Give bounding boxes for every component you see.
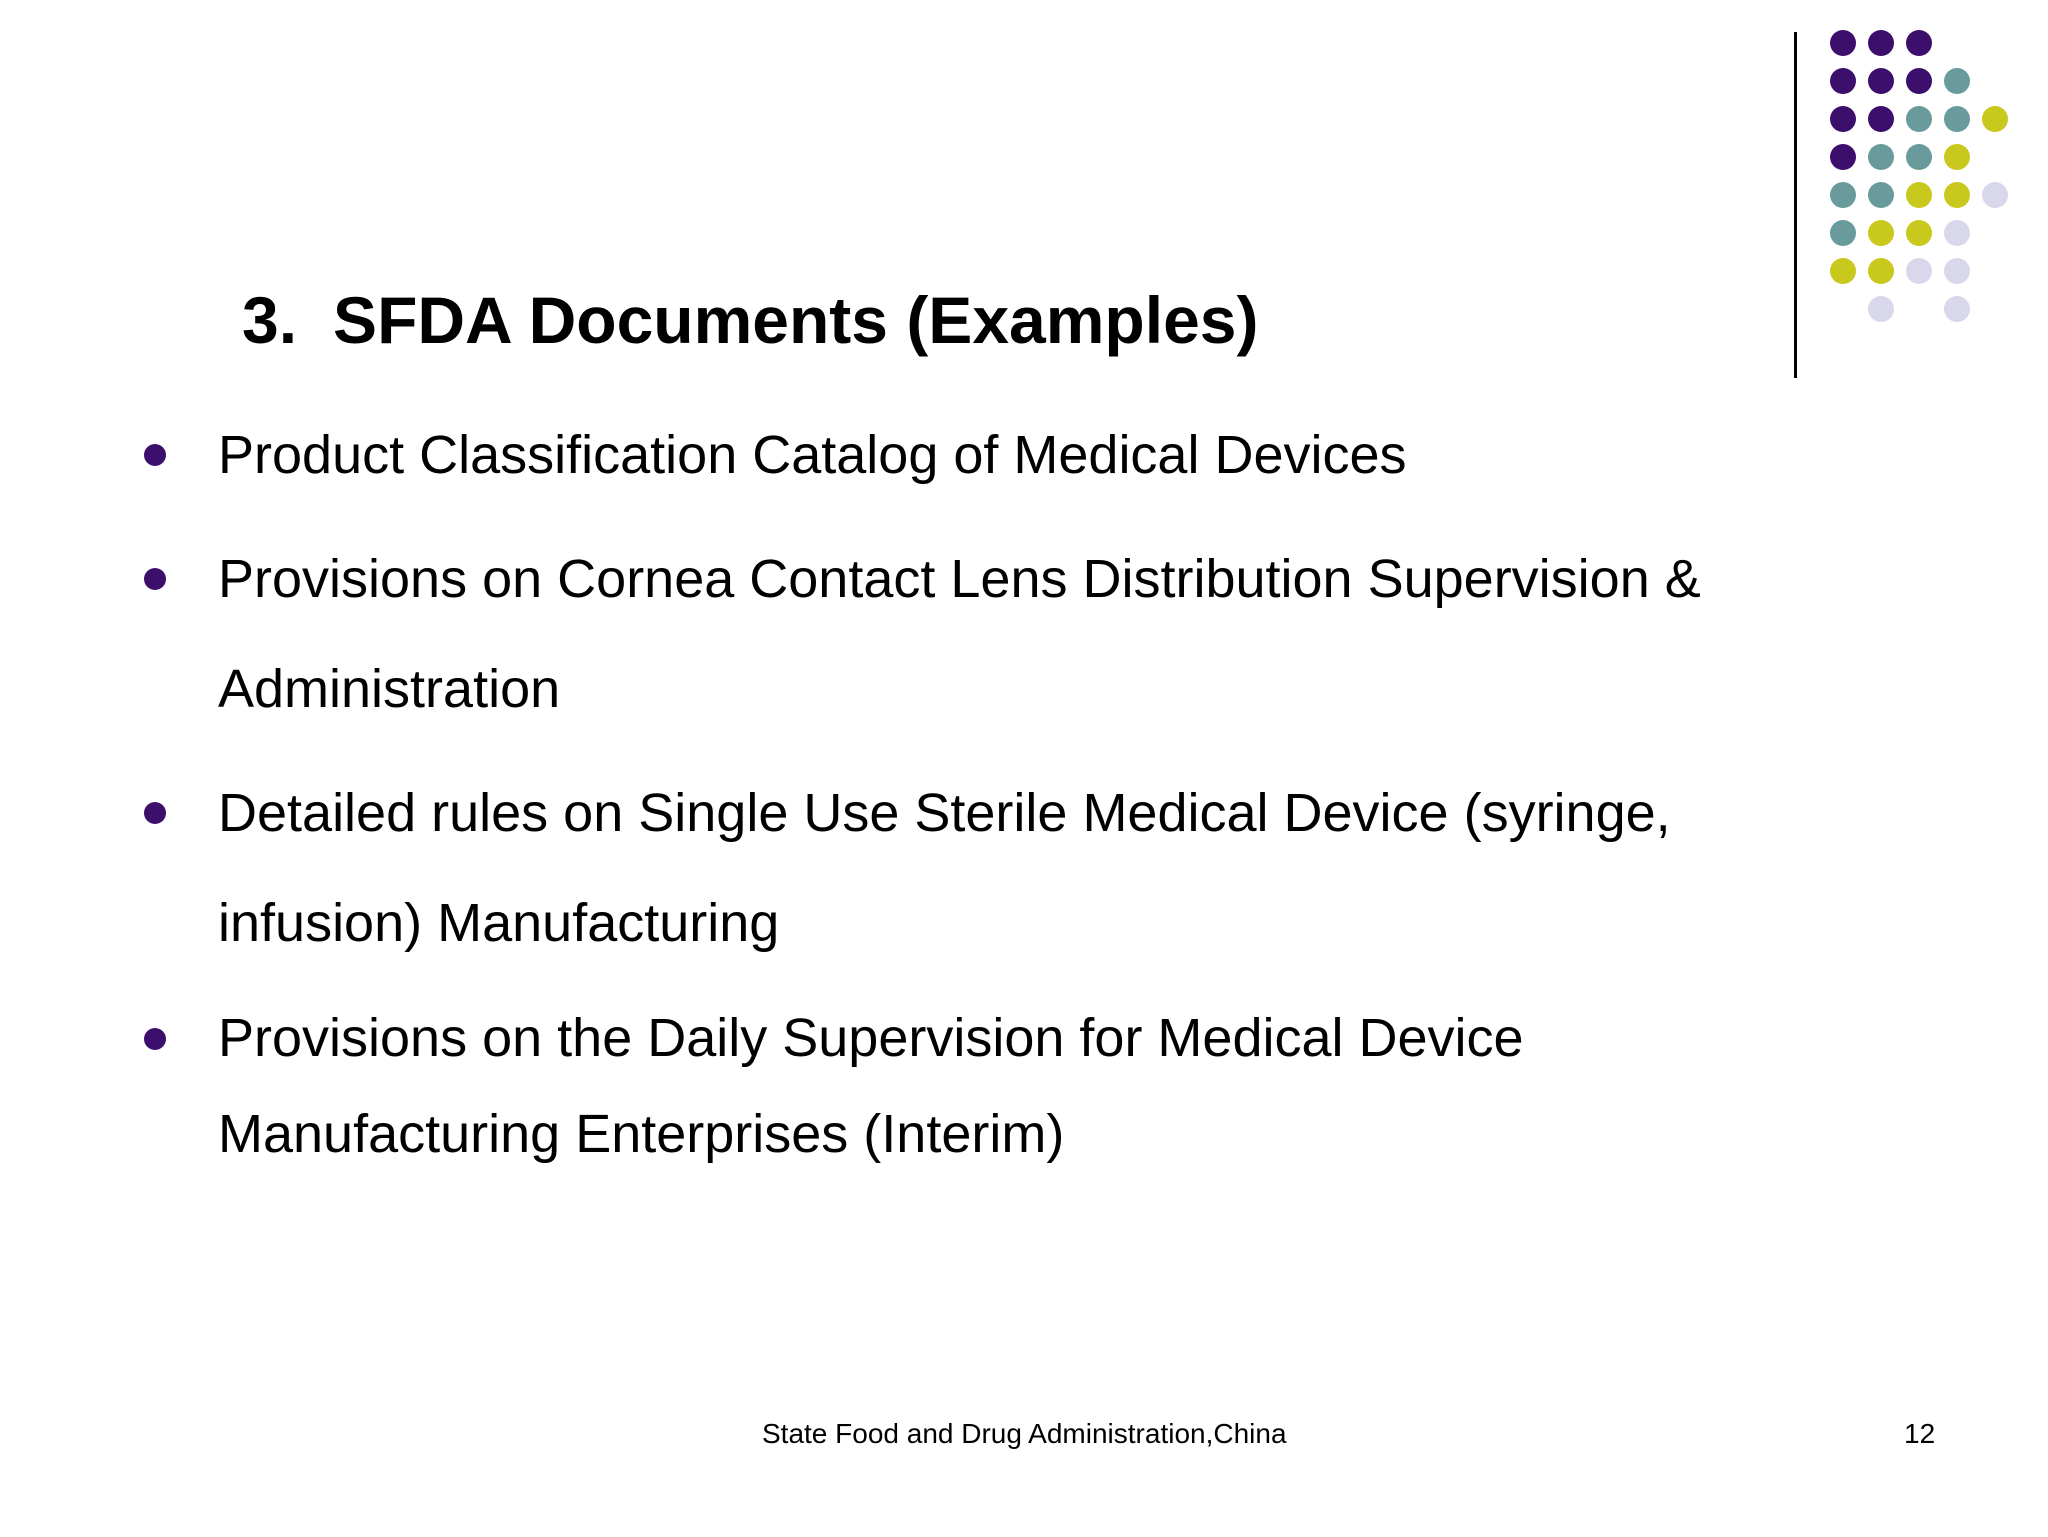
decorative-dot-icon <box>1868 106 1894 132</box>
decorative-dot-icon <box>1830 258 1856 284</box>
bullet-dot-icon <box>144 444 166 466</box>
decorative-dot-icon <box>1868 68 1894 94</box>
decorative-dot-grid <box>1830 30 2030 340</box>
bullet-text: Product Classification Catalog of Medical Devices <box>218 425 1407 485</box>
bullet-dot-icon <box>144 568 166 590</box>
decorative-dot-icon <box>1868 144 1894 170</box>
decorative-dot-icon <box>1868 182 1894 208</box>
bullet-text: Provisions on Cornea Contact Lens Distribution Supervision & Administration <box>218 549 1701 719</box>
decorative-dot-icon <box>1944 220 1970 246</box>
decorative-dot-icon <box>1830 220 1856 246</box>
decorative-dot-icon <box>1944 144 1970 170</box>
decorative-dot-icon <box>1830 144 1856 170</box>
decorative-dot-icon <box>1868 296 1894 322</box>
decorative-dot-icon <box>1944 258 1970 284</box>
decorative-dot-icon <box>1830 182 1856 208</box>
decorative-dot-icon <box>1906 258 1932 284</box>
decorative-dot-icon <box>1906 106 1932 132</box>
decorative-dot-icon <box>1906 68 1932 94</box>
bullet-text: Detailed rules on Single Use Sterile Medical Device (syringe, infusion) Manufacturing <box>218 783 1671 953</box>
bullet-text: Provisions on the Daily Supervision for Medical Device Manufacturing Enterprises (Interim) <box>218 1008 1524 1164</box>
decorative-dot-icon <box>1868 220 1894 246</box>
decorative-dot-icon <box>1906 30 1932 56</box>
decorative-dot-icon <box>1830 30 1856 56</box>
title-text: SFDA Documents (Examples) <box>333 283 1259 357</box>
decorative-dot-icon <box>1906 220 1932 246</box>
vertical-divider-line <box>1794 32 1797 378</box>
decorative-dot-icon <box>1830 106 1856 132</box>
decorative-dot-icon <box>1830 68 1856 94</box>
decorative-dot-icon <box>1906 182 1932 208</box>
page-number: 12 <box>1904 1418 1936 1449</box>
bullet-dot-icon <box>144 1028 166 1050</box>
bullet-item <box>218 524 1838 744</box>
decorative-dot-icon <box>1944 106 1970 132</box>
title-number: 3. <box>242 283 298 357</box>
decorative-dot-icon <box>1944 182 1970 208</box>
decorative-dot-icon <box>1944 296 1970 322</box>
slide-title <box>242 284 1258 357</box>
bullet-item <box>218 990 1838 1182</box>
bullet-item <box>218 400 1838 510</box>
footer-text: State Food and Drug Administration,China <box>762 1418 1287 1449</box>
bullet-item <box>218 758 1838 978</box>
decorative-dot-icon <box>1982 182 2008 208</box>
bullet-dot-icon <box>144 802 166 824</box>
decorative-dot-icon <box>1906 144 1932 170</box>
decorative-dot-icon <box>1868 258 1894 284</box>
decorative-dot-icon <box>1982 106 2008 132</box>
decorative-dot-icon <box>1944 68 1970 94</box>
decorative-dot-icon <box>1868 30 1894 56</box>
